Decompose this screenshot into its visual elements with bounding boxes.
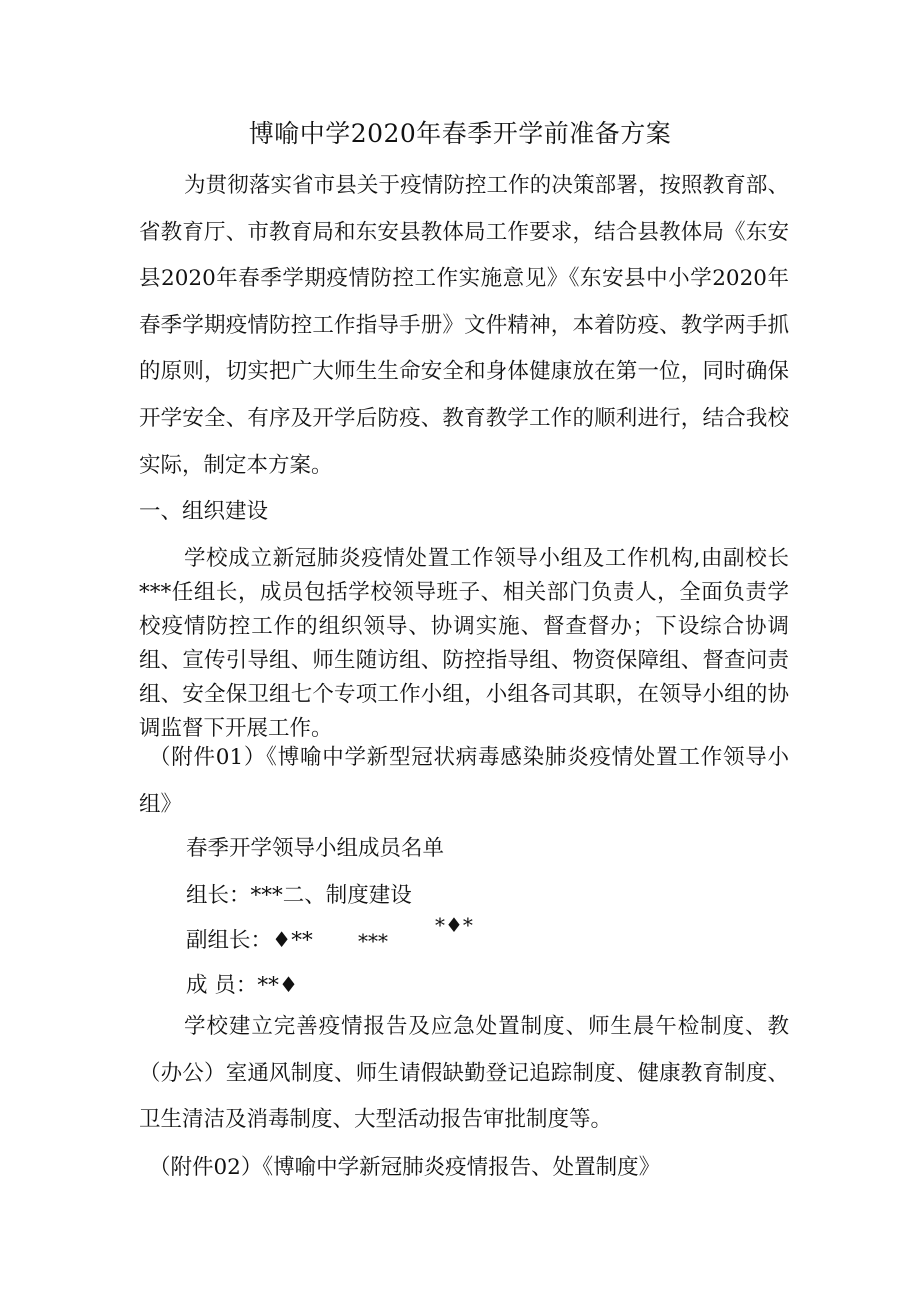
members-line: 成 员：**♦ xyxy=(186,973,299,998)
leader-line: 组长：***二、制度建设 xyxy=(186,883,412,908)
deputy-leader-name: *♦* xyxy=(435,913,473,937)
section1-heading: 一、组织建设 xyxy=(139,499,269,524)
section2-paragraph: 学校建立完善疫情报告及应急处置制度、师生晨午检制度、教（办公）室通风制度、师生请假缺勤登记追踪制度、健康教育制度、卫生清洁及消毒制度、大型活动报告审批制度等。 xyxy=(139,1014,789,1133)
roster-title: 春季开学领导小组成员名单 xyxy=(186,836,445,861)
intro-paragraph: 为贯彻落实省市县关于疫情防控工作的决策部署，按照教育部、省教育厅、市教育局和东安县教体局工作要求，结合县教体局《东安县2020年春季学期疫情防控工作实施意见》《东安县中小学2020年春季学期疫情防控工作指导手册》文件精神，本着防疫、教学两手抓的原则，切实把广大师生生命安全和身体健康放在第一位，同时确保开学安全、有序及开学后防疫、教育教学工作的顺利进行，结合我校实际，制定本方案。 xyxy=(139,173,789,478)
document-title: 博喻中学2020年春季开学前准备方案 xyxy=(248,119,672,148)
section1-paragraph: 学校成立新冠肺炎疫情处置工作领导小组及工作机构,由副校长***任组长，成员包括学校领导班子、相关部门负责人，全面负责学校疫情防控工作的组织领导、协调实施、督查督办；下设综合协调组、宣传引导组、师生随访组、防控指导组、物资保障组、督查问责组、安全保卫组七个专项工作小组，小组各司其职，在领导小组的协调监督下开展工作。 xyxy=(139,546,789,741)
deputy-leader-label: 副组长：♦** xyxy=(186,928,313,953)
deputy-leader-name: *** xyxy=(358,929,388,953)
attachment2-reference: （附件02）《博喻中学新冠肺炎疫情报告、处置制度》 xyxy=(149,1155,661,1180)
attachment1-reference: （附件01）《博喻中学新型冠状病毒感染肺炎疫情处置工作领导小组》 xyxy=(139,745,789,817)
